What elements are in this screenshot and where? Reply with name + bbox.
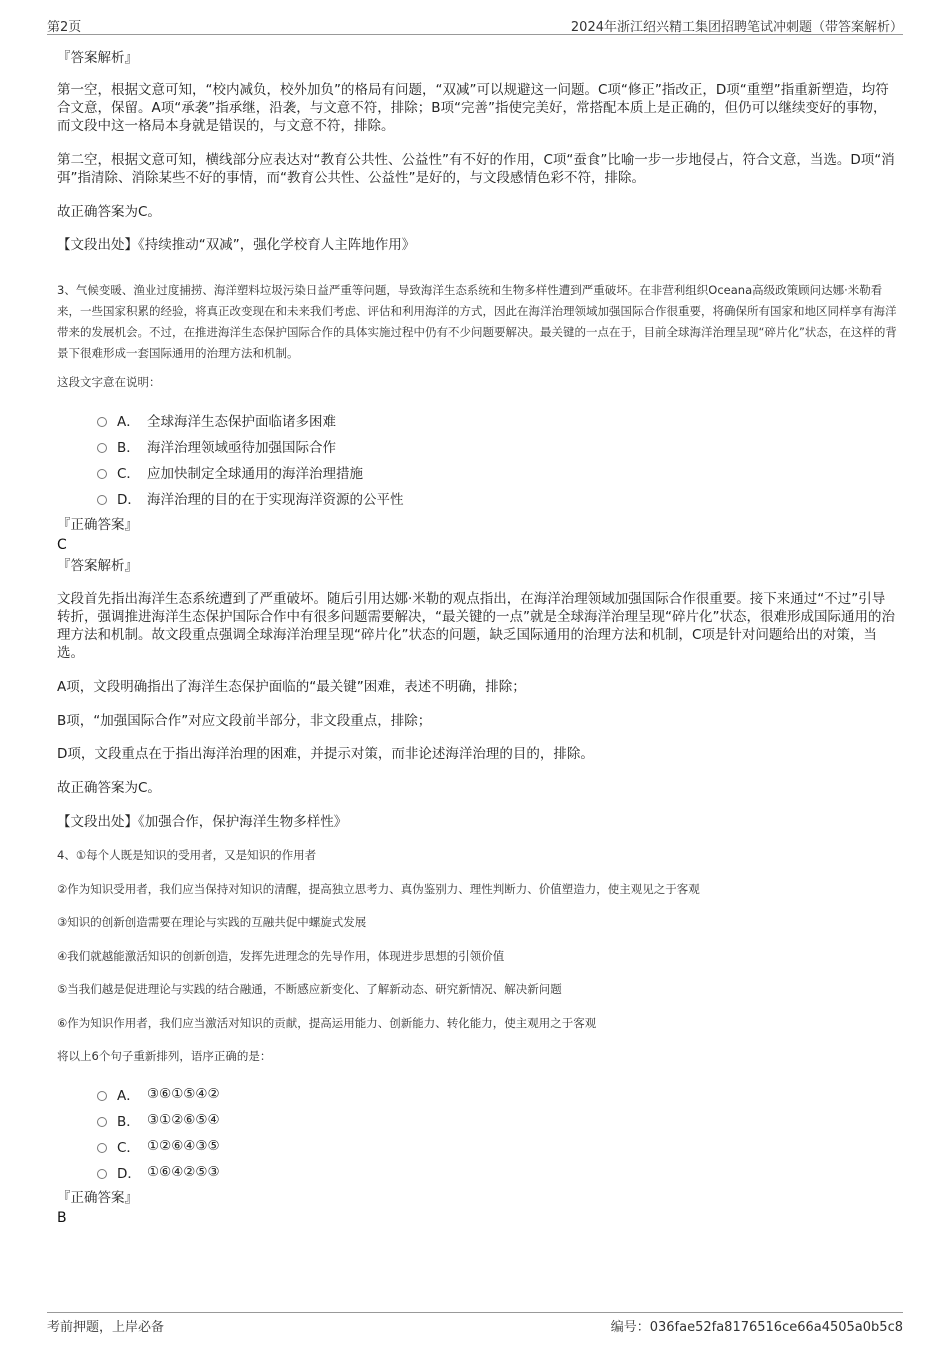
q4-sentence-5: ⑤当我们越是促进理论与实践的结合融通，不断感应新变化、了解新动态、研究新情况、解决新问题 xyxy=(57,982,562,996)
option-text: 海洋治理领域亟待加强国际合作 xyxy=(147,440,336,456)
option-letter: D． xyxy=(117,1166,141,1182)
option-letter: C． xyxy=(117,466,140,482)
q4-option-a[interactable] xyxy=(97,1081,697,1107)
q2-source: 【文段出处】《持续推动“双减”，强化学校育人主阵地作用》 xyxy=(57,237,416,253)
radio-icon[interactable] xyxy=(97,1169,107,1179)
q3-source: 【文段出处】《加强合作，保护海洋生物多样性》 xyxy=(57,814,348,830)
q3-analysis-option-a: A项，文段明确指出了海洋生态保护面临的“最关键”困难，表述不明确，排除； xyxy=(57,679,526,695)
q3-conclusion: 故正确答案为C。 xyxy=(57,780,161,796)
q3-option-a[interactable] xyxy=(97,407,697,433)
document-title: 2024年浙江绍兴精工集团招聘笔试冲刺题（带答案解析） xyxy=(570,20,903,35)
q4-answer: B xyxy=(57,1210,67,1226)
q2-analysis-label: 『答案解析』 xyxy=(57,50,138,66)
q3-options xyxy=(97,407,697,511)
radio-icon[interactable] xyxy=(97,443,107,453)
q3-option-d[interactable] xyxy=(97,485,697,511)
option-text: 全球海洋生态保护面临诸多困难 xyxy=(147,414,336,430)
q4-sentence-3: ③知识的创新创造需要在理论与实践的互融共促中螺旋式发展 xyxy=(57,915,367,929)
option-letter: B． xyxy=(117,1114,140,1130)
q3-question: 这段文字意在说明： xyxy=(57,375,161,389)
option-letter: A． xyxy=(117,1088,140,1104)
q2-analysis-paragraph-2: 第二空，根据文意可知，横线部分应表达对“教育公共性、公益性”有不好的作用，C项“蚕食”比喻一步一步地侵占，符合文意，当选。D项“消弭”指清除、消除某些不好的事情，而“教育公共性、公益性”是好的，与文段感情色彩不符，排除。 xyxy=(57,152,895,186)
q4-options xyxy=(97,1081,697,1185)
page-header xyxy=(47,14,903,35)
q4-option-d[interactable] xyxy=(97,1159,697,1185)
radio-icon[interactable] xyxy=(97,469,107,479)
option-text: ①⑥④②⑤③ xyxy=(147,1164,220,1180)
q3-option-c[interactable] xyxy=(97,459,697,485)
footer-slogan: 考前押题，上岸必备 xyxy=(47,1320,165,1335)
radio-icon[interactable] xyxy=(97,1091,107,1101)
q4-sentence-4: ④我们就越能激活知识的创新创造，发挥先进理念的先导作用，体现进步思想的引领价值 xyxy=(57,949,505,963)
q4-sentence-6: ⑥作为知识作用者，我们应当激活对知识的贡献，提高运用能力、创新能力、转化能力，使主观用之于客观 xyxy=(57,1016,597,1030)
q3-analysis-label: 『答案解析』 xyxy=(57,558,138,574)
q3-answer-label: 『正确答案』 xyxy=(57,517,138,533)
q3-stem: 3、气候变暖、渔业过度捕捞、海洋塑料垃圾污染日益严重等问题，导致海洋生态系统和生物多样性遭到严重破坏。在非营利组织Oceana高级政策顾问达娜·米勒看来，一些国家积累的经验，将真正改变现在和未来我们考虑、评估和利用海洋的方式，因此在海洋治理领域加强国际合作很重要，将确保所有国家和地区同样享有海洋带来的发展机会。不过，在推进海洋生态保护国际合作的具体实施过程中仍有不少问题要解决。最关键的一点在于，目前全球海洋治理呈现“碎片化”状态，在这样的背景下很难形成一套国际通用的治理方法和机制。 xyxy=(57,283,897,360)
q4-question: 将以上6个句子重新排列，语序正确的是： xyxy=(57,1049,272,1063)
option-text: 应加快制定全球通用的海洋治理措施 xyxy=(147,466,363,482)
document-code: 编号：036fae52fa8176516ce66a4505a0b5c8 xyxy=(610,1320,903,1335)
option-letter: B． xyxy=(117,440,140,456)
q4-sentence-1: 4、①每个人既是知识的受用者，又是知识的作用者 xyxy=(57,848,317,862)
q4-option-c[interactable] xyxy=(97,1133,697,1159)
q2-conclusion: 故正确答案为C。 xyxy=(57,204,161,220)
option-text: ③⑥①⑤④② xyxy=(147,1086,220,1102)
option-letter: D． xyxy=(117,492,141,508)
q3-analysis-paragraph: 文段首先指出海洋生态系统遭到了严重破坏。随后引用达娜·米勒的观点指出，在海洋治理领域加强国际合作很重要。接下来通过“不过”引导转折，强调推进海洋生态保护国际合作中有很多问题需要解决，“最关键的一点”就是全球海洋治理呈现“碎片化”状态，很难形成国际通用的治理方法和机制。故文段重点强调全球海洋治理呈现“碎片化”状态的问题，缺乏国际通用的治理方法和机制，C项是针对问题给出的对策，当选。 xyxy=(57,591,895,661)
page-number: 第2页 xyxy=(47,20,82,35)
page-footer xyxy=(47,1312,903,1333)
radio-icon[interactable] xyxy=(97,495,107,505)
q3-analysis-option-b: B项，“加强国际合作”对应文段前半部分，非文段重点，排除； xyxy=(57,713,432,729)
option-letter: C． xyxy=(117,1140,140,1156)
q3-option-b[interactable] xyxy=(97,433,697,459)
radio-icon[interactable] xyxy=(97,1143,107,1153)
q4-sentence-2: ②作为知识受用者，我们应当保持对知识的清醒，提高独立思考力、真伪鉴别力、理性判断力、价值塑造力，使主观见之于客观 xyxy=(57,882,700,896)
q3-analysis-option-d: D项，文段重点在于指出海洋治理的困难，并提示对策，而非论述海洋治理的目的，排除。 xyxy=(57,746,594,762)
q3-answer: C xyxy=(57,537,67,553)
radio-icon[interactable] xyxy=(97,1117,107,1127)
option-text: ①②⑥④③⑤ xyxy=(147,1138,220,1154)
option-letter: A． xyxy=(117,414,140,430)
option-text: 海洋治理的目的在于实现海洋资源的公平性 xyxy=(147,492,404,508)
q4-answer-label: 『正确答案』 xyxy=(57,1190,138,1206)
q2-analysis-paragraph-1: 第一空，根据文意可知，“校内减负，校外加负”的格局有问题，“双减”可以规避这一问题。C项“修正”指改正，D项“重塑”指重新塑造，均符合文意，保留。A项“承袭”指承继，沿袭，与文意不符，排除；B项“完善”指使完美好，常搭配本质上是正确的，但仍可以继续变好的事物，而文段中这一格局本身就是错误的，与文意不符，排除。 xyxy=(57,82,889,134)
q4-option-b[interactable] xyxy=(97,1107,697,1133)
option-text: ③①②⑥⑤④ xyxy=(147,1112,220,1128)
radio-icon[interactable] xyxy=(97,417,107,427)
